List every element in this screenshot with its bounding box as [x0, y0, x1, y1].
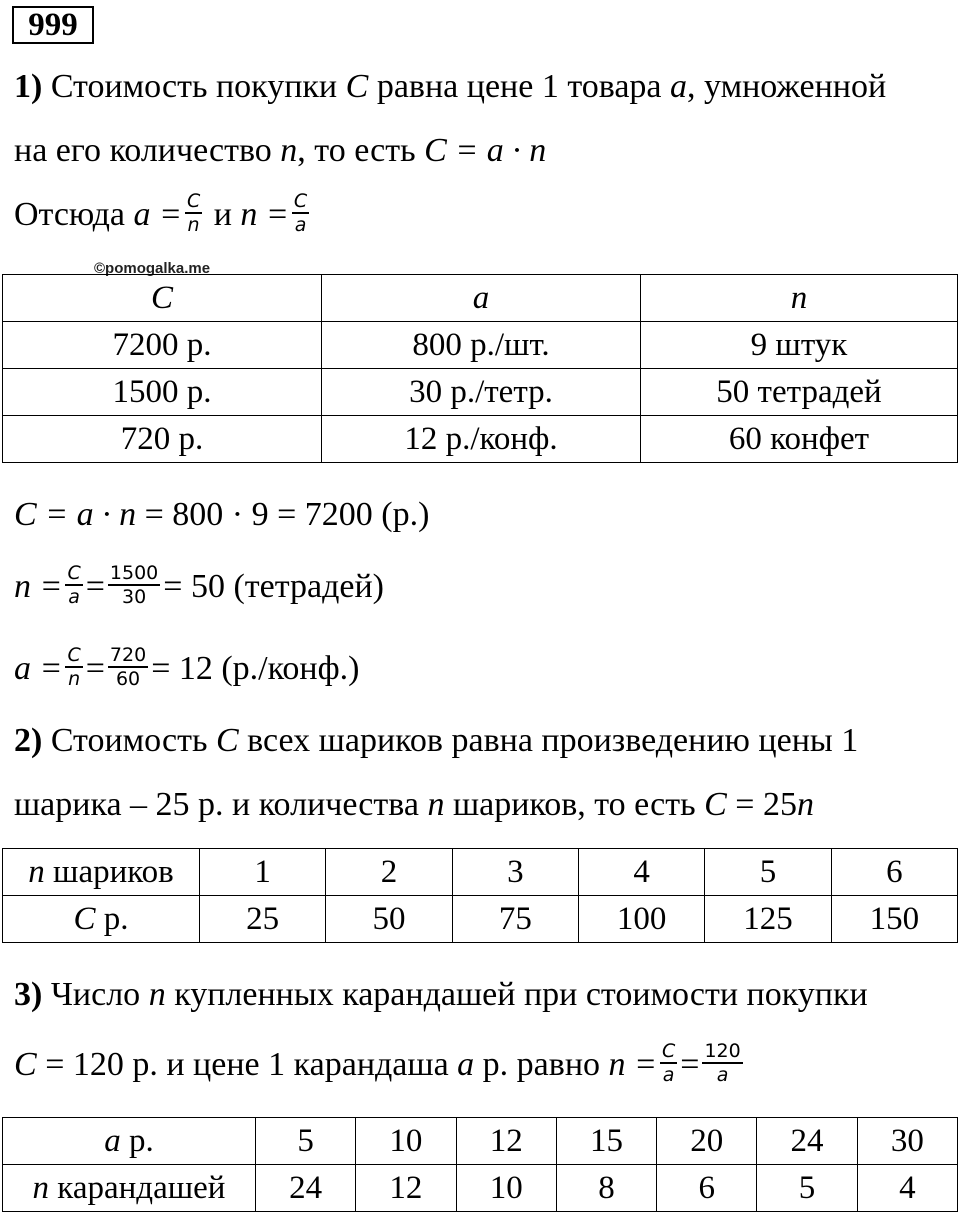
denominator: n — [187, 214, 200, 236]
numerator: 720 — [109, 644, 147, 666]
text: карандашей — [49, 1169, 226, 1206]
part3-line1 — [14, 976, 868, 1014]
table-cell: 720 р. — [3, 416, 322, 463]
calc-line-2 — [14, 562, 384, 612]
table-cell: 24 — [757, 1118, 857, 1165]
fraction — [65, 644, 82, 690]
text: р. — [120, 1122, 154, 1159]
table-cell: 100 — [578, 896, 704, 943]
table-row — [3, 416, 958, 463]
text: Число — [50, 976, 141, 1013]
var-n: n — [32, 1169, 50, 1206]
text: = 120 р. и цене 1 карандаша — [45, 1045, 449, 1083]
lhs: n = — [14, 567, 63, 605]
calc-line-3 — [14, 644, 360, 694]
table-row-label — [3, 849, 200, 896]
table-cell: 12 р./конф. — [322, 416, 641, 463]
table-row-label — [3, 1118, 256, 1165]
price-table — [2, 274, 958, 463]
table-row — [3, 896, 958, 943]
text: шариков, то есть — [452, 786, 696, 823]
table-cell: 1 — [200, 849, 326, 896]
table-cell: 75 — [452, 896, 578, 943]
lhs: a = — [14, 649, 63, 687]
numerator: C — [67, 562, 81, 584]
text: р. равно — [482, 1045, 601, 1083]
table-cell: 9 штук — [641, 322, 958, 369]
var-c: C — [345, 68, 369, 105]
fraction — [292, 190, 309, 236]
pencils-table — [2, 1117, 958, 1212]
fraction — [660, 1040, 677, 1086]
table-cell: 25 — [200, 896, 326, 943]
text: равна цене 1 товара — [376, 68, 662, 105]
watermark: ©pomogalka.me — [94, 260, 211, 277]
text: Отсюда — [14, 195, 125, 233]
fraction — [185, 190, 202, 236]
table-header: C — [3, 275, 322, 322]
table-cell: 150 — [831, 896, 957, 943]
var-n: n — [427, 786, 445, 823]
table-row — [3, 322, 958, 369]
table-cell: 1500 р. — [3, 369, 322, 416]
text: = — [85, 567, 105, 605]
table-row — [3, 1118, 958, 1165]
table-cell: 30 р./тетр. — [322, 369, 641, 416]
table-cell: 4 — [857, 1165, 957, 1212]
denominator: 30 — [122, 586, 147, 608]
table-cell: 20 — [657, 1118, 757, 1165]
text: шариков — [44, 853, 174, 890]
table-header: n — [641, 275, 958, 322]
calc-line-1 — [14, 496, 429, 534]
table-cell: 12 — [456, 1118, 556, 1165]
fraction — [108, 644, 148, 690]
table-cell: 12 — [356, 1165, 456, 1212]
table-cell: 6 — [831, 849, 957, 896]
numerator: C — [67, 644, 81, 666]
table-cell: 50 тетрадей — [641, 369, 958, 416]
var-n: n — [796, 786, 814, 823]
lhs: a = — [133, 195, 182, 233]
var-c: C — [215, 722, 239, 759]
part1-line1 — [14, 68, 886, 106]
formula: C = a · n — [14, 496, 137, 533]
table-cell: 125 — [705, 896, 831, 943]
part2-label: 2) — [14, 722, 43, 759]
numerator: C — [293, 190, 308, 212]
table-cell: 5 — [757, 1165, 857, 1212]
var-a: a — [104, 1122, 121, 1159]
part3-label: 3) — [14, 976, 43, 1013]
denominator: a — [68, 586, 80, 608]
table-cell: 30 — [857, 1118, 957, 1165]
table-row — [3, 849, 958, 896]
text: = 800 · 9 = 7200 (р.) — [136, 496, 430, 533]
part3-line2 — [14, 1040, 746, 1090]
var-n: n — [280, 132, 298, 169]
part2-line1 — [14, 722, 858, 760]
text: = 25 — [735, 786, 797, 823]
text: = — [85, 649, 105, 687]
var-a: a — [457, 1045, 475, 1083]
table-cell: 24 — [256, 1165, 356, 1212]
text: шарика – 25 р. и количества — [14, 786, 419, 823]
part1-line3 — [14, 190, 312, 240]
table-cell: 5 — [705, 849, 831, 896]
text: на его количество — [14, 132, 272, 169]
part1-label: 1) — [14, 68, 43, 105]
part1-line2 — [14, 132, 546, 170]
numerator: C — [661, 1040, 676, 1062]
var-c: C — [14, 1045, 37, 1083]
var-a: a — [670, 68, 688, 105]
denominator: 60 — [115, 668, 141, 690]
table-header-row — [3, 275, 958, 322]
text: , умноженной — [687, 68, 887, 105]
formula: C = a · n — [424, 132, 547, 169]
text: Стоимость покупки — [50, 68, 338, 105]
text: Стоимость — [50, 722, 208, 759]
numerator: 1500 — [109, 562, 159, 584]
table-cell: 6 — [657, 1165, 757, 1212]
denominator: a — [294, 214, 307, 236]
denominator: a — [716, 1064, 729, 1086]
lhs: n = — [608, 1045, 657, 1083]
denominator: a — [662, 1064, 675, 1086]
text: купленных карандашей при стоимости покупки — [174, 976, 868, 1013]
text: = 50 (тетрадей) — [163, 567, 384, 605]
table-cell: 4 — [578, 849, 704, 896]
numerator: 120 — [704, 1040, 741, 1062]
table-cell: 5 — [256, 1118, 356, 1165]
fraction — [108, 562, 160, 608]
text: р. — [95, 900, 129, 937]
text: всех шариков равна произведению цены 1 — [247, 722, 859, 759]
table-row — [3, 1165, 958, 1212]
table-row-label — [3, 1165, 256, 1212]
fraction — [65, 562, 82, 608]
table-cell: 800 р./шт. — [322, 322, 641, 369]
part2-line2 — [14, 786, 814, 824]
text: = — [680, 1045, 700, 1083]
table-row-label — [3, 896, 200, 943]
table-cell: 60 конфет — [641, 416, 958, 463]
table-cell: 50 — [326, 896, 452, 943]
text: = 12 (р./конф.) — [151, 649, 360, 687]
lhs: n = — [240, 195, 289, 233]
var-n: n — [148, 976, 166, 1013]
numerator: C — [186, 190, 201, 212]
var-c: C — [73, 900, 96, 937]
text: , то есть — [297, 132, 416, 169]
table-cell: 2 — [326, 849, 452, 896]
denominator: n — [68, 668, 81, 690]
var-c: C — [704, 786, 727, 823]
table-cell: 10 — [456, 1165, 556, 1212]
text: и — [213, 195, 232, 233]
table-cell: 8 — [556, 1165, 656, 1212]
table-cell: 10 — [356, 1118, 456, 1165]
table-header: a — [322, 275, 641, 322]
var-n: n — [28, 853, 45, 890]
problem-number: 999 — [12, 6, 94, 44]
fraction — [702, 1040, 742, 1086]
table-cell: 15 — [556, 1118, 656, 1165]
balloons-table — [2, 848, 958, 943]
table-cell: 3 — [452, 849, 578, 896]
table-cell: 7200 р. — [3, 322, 322, 369]
table-row — [3, 369, 958, 416]
